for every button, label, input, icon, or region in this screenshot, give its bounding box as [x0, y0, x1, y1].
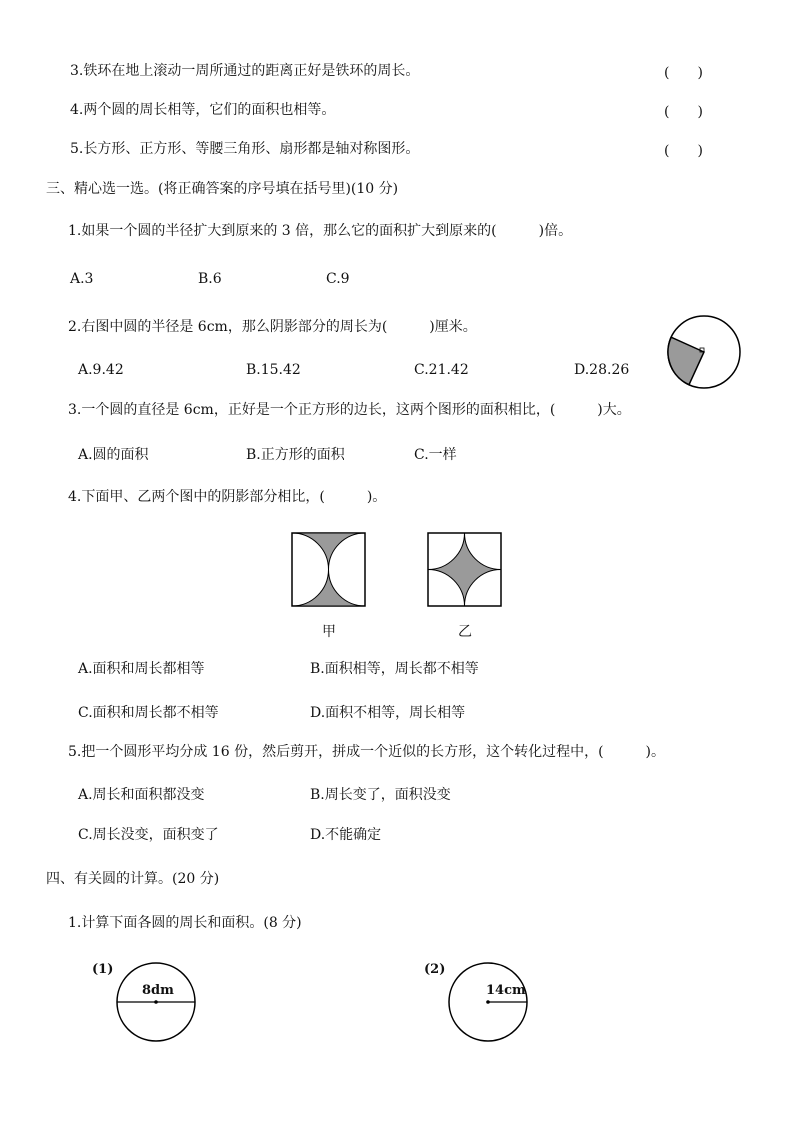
- s3-q5-option-a: A.周长和面积都没变: [78, 787, 205, 803]
- s3-q5-option-b: B.周长变了，面积没变: [310, 787, 451, 803]
- s3-q1-option-a: A.3: [70, 271, 94, 287]
- s3-q3-option-c: C.一样: [414, 447, 457, 463]
- s3-q1-option-b: B.6: [198, 271, 222, 287]
- s4-fig2-circle-radius: [448, 960, 534, 1046]
- s4-q1-text: 1.计算下面各圆的周长和面积。(8 分): [68, 915, 302, 931]
- s4-fig1-circle-diameter: [114, 960, 200, 1046]
- s3-q4-option-d: D.面积不相等，周长相等: [310, 705, 466, 721]
- s3-q3-option-b: B.正方形的面积: [246, 447, 345, 463]
- s3-q5-option-c: C.周长没变，面积变了: [78, 827, 219, 843]
- s4-fig1-value: 8dm: [142, 983, 174, 998]
- judge-q4-text: 4.两个圆的周长相等，它们的面积也相等。: [70, 102, 336, 118]
- section4-heading: 四、有关圆的计算。(20 分): [46, 871, 220, 887]
- figure-jia-label: 甲: [322, 624, 336, 640]
- s3-q4-option-b: B.面积相等，周长都不相等: [310, 661, 479, 677]
- judge-q3-answer-bracket[interactable]: ( ): [664, 65, 703, 81]
- judge-q5-answer-bracket[interactable]: ( ): [664, 143, 703, 159]
- s3-q5-option-d: D.不能确定: [310, 827, 382, 843]
- s3-q2-option-d: D.28.26: [574, 362, 630, 378]
- section3-heading: 三、精心选一选。(将正确答案的序号填在括号里)(10 分): [46, 181, 399, 197]
- judge-q5-text: 5.长方形、正方形、等腰三角形、扇形都是轴对称图形。: [70, 141, 420, 157]
- figure-jia: [291, 532, 367, 608]
- s4-fig2-value: 14cm: [486, 983, 526, 998]
- s3-q1-text: 1.如果一个圆的半径扩大到原来的 3 倍，那么它的面积扩大到原来的( )倍。: [68, 223, 573, 239]
- figure-yi-label: 乙: [458, 624, 472, 640]
- s3-q5-text: 5.把一个圆形平均分成 16 份，然后剪开，拼成一个近似的长方形，这个转化过程中，( )。: [68, 744, 665, 760]
- s4-fig1-label: (1): [92, 962, 114, 977]
- s3-q1-option-c: C.9: [326, 271, 350, 287]
- figure-yi: [427, 532, 503, 608]
- judge-q4-answer-bracket[interactable]: ( ): [664, 104, 703, 120]
- s3-q4-text: 4.下面甲、乙两个图中的阴影部分相比，( )。: [68, 489, 387, 505]
- s3-q2-text: 2.右图中圆的半径是 6cm，那么阴影部分的周长为( )厘米。: [68, 319, 477, 335]
- s3-q4-option-c: C.面积和周长都不相等: [78, 705, 219, 721]
- s4-fig2-label: (2): [424, 962, 446, 977]
- s3-q3-option-a: A.圆的面积: [78, 447, 149, 463]
- s3-q2-option-c: C.21.42: [414, 362, 469, 378]
- judge-q3-text: 3.铁环在地上滚动一周所通过的距离正好是铁环的周长。: [70, 63, 420, 79]
- s3-q3-text: 3.一个圆的直径是 6cm，正好是一个正方形的边长，这两个图形的面积相比，( )大。: [68, 402, 631, 418]
- s3-q2-option-a: A.9.42: [78, 362, 124, 378]
- q2-circle-sector-figure: [666, 312, 746, 392]
- s3-q4-option-a: A.面积和周长都相等: [78, 661, 205, 677]
- s3-q2-option-b: B.15.42: [246, 362, 301, 378]
